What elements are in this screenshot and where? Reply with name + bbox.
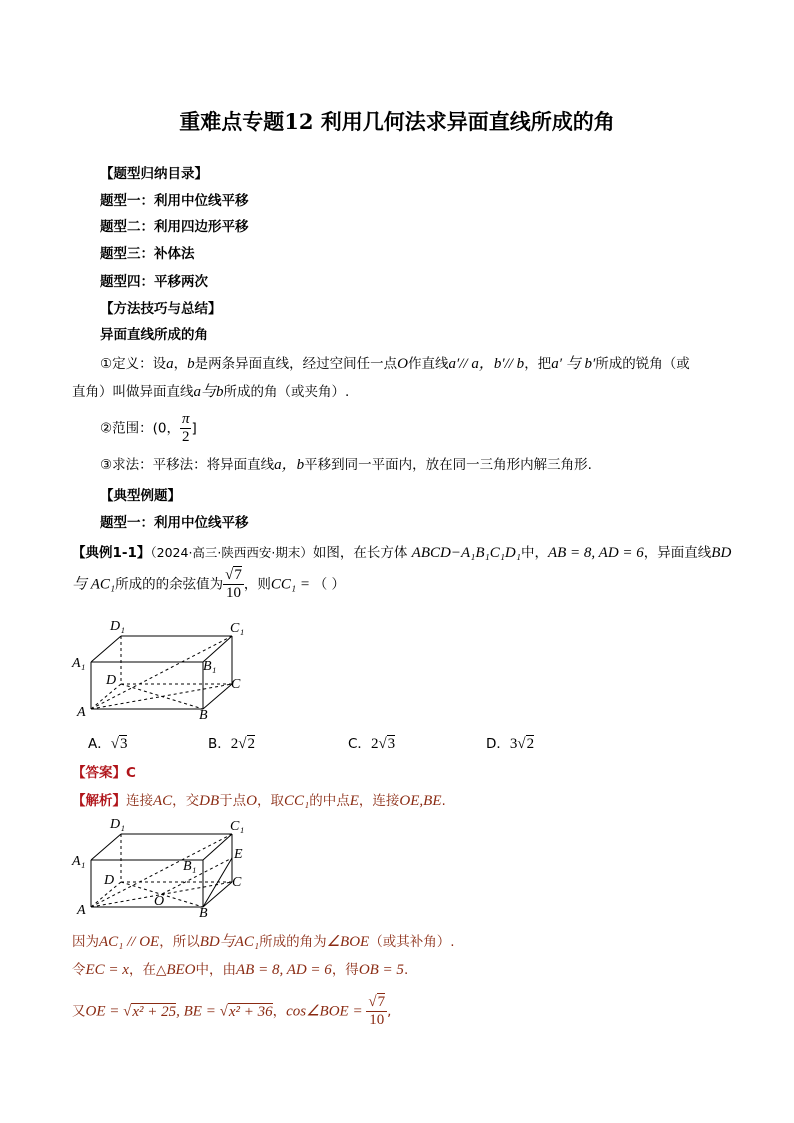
figure2-label: C xyxy=(232,875,242,890)
type1-heading: 题型一：利用中位线平移 xyxy=(100,515,249,531)
figure2-label: E xyxy=(234,847,243,862)
definition-line-1: ①定义：设a，b是两条异面直线，经过空间任一点O作直线a′// a，b′// b，把a′ 与 b′所成的锐角（或 xyxy=(100,356,690,372)
figure1-label: C₁ xyxy=(230,621,245,636)
figure2-label: A xyxy=(77,903,86,918)
definition-line-2: 直角）叫做异面直线a与b所成的角（或夹角）. xyxy=(72,384,350,400)
choice-b[interactable]: B．2√2 xyxy=(208,736,255,752)
analysis-line-1: 【解析】连接AC，交DB于点O，取CC₁的中点E，连接OE,BE. xyxy=(72,793,446,809)
range-line: ②范围：(0， $\frac{\pi}{2}$ ] xyxy=(100,411,197,445)
analysis-line-4: 又OE = √x² + 25, BE = √x² + 36，cos∠BOE = $\frac{√7}{10}$ , xyxy=(72,994,392,1028)
figure1-label: A₁ xyxy=(72,656,86,671)
figure2-label: B₁ xyxy=(183,859,197,874)
answer-line: 【答案】C xyxy=(72,765,136,781)
figure1-label: D xyxy=(106,673,117,688)
figure2-label: D₁ xyxy=(110,817,125,832)
analysis-line-2: 因为AC₁ // OE，所以BD与AC₁所成的角为∠BOE（或其补角）. xyxy=(72,934,455,950)
figure2-label: O xyxy=(154,894,165,909)
cuboid-figure-1 xyxy=(66,614,252,724)
question-line-2: 与 AC₁所成的的余弦值为 $\frac{√7}{10}$ ，则CC₁ = （ ） xyxy=(72,567,346,601)
toc-item-2: 题型二：利用四边形平移 xyxy=(100,219,249,235)
figure1-label: C xyxy=(231,677,241,692)
toc-heading: 【题型归纳目录】 xyxy=(100,166,208,182)
analysis-line-3: 令EC = x，在△BEO中，由AB = 8, AD = 6，得OB = 5. xyxy=(72,962,409,978)
figure1-label: D₁ xyxy=(110,619,125,634)
choice-d[interactable]: D．3√2 xyxy=(486,736,535,752)
method-subheading: 异面直线所成的角 xyxy=(100,327,208,343)
examples-heading: 【典型例题】 xyxy=(100,488,181,504)
page-title: 重难点专题12 利用几何法求异面直线所成的角 xyxy=(179,109,615,134)
method-heading: 【方法技巧与总结】 xyxy=(100,301,222,317)
toc-item-4: 题型四：平移两次 xyxy=(100,274,208,290)
figure1-label: B xyxy=(199,708,208,723)
method-line: ③求法：平移法：将异面直线a，b平移到同一平面内，放在同一三角形内解三角形. xyxy=(100,457,592,473)
choice-a[interactable]: A．√3 xyxy=(88,736,128,752)
choice-c[interactable]: C．2√3 xyxy=(348,736,396,752)
toc-item-3: 题型三：补体法 xyxy=(100,246,195,262)
question-line-1: 【典例1-1】（2024·高三·陕西西安·期末）如图，在长方体 ABCD−A₁B₁C₁D₁中，AB = 8, AD = 6，异面直线BD xyxy=(72,545,732,561)
figure1-label: B₁ xyxy=(203,659,217,674)
figure1-label: A xyxy=(77,705,86,720)
figure2-label: B xyxy=(199,906,208,920)
cuboid-figure-2 xyxy=(66,810,252,920)
figure2-label: A₁ xyxy=(72,854,86,869)
figure2-label: D xyxy=(104,873,115,888)
toc-item-1: 题型一：利用中位线平移 xyxy=(100,193,249,209)
figure2-label: C₁ xyxy=(230,819,245,834)
